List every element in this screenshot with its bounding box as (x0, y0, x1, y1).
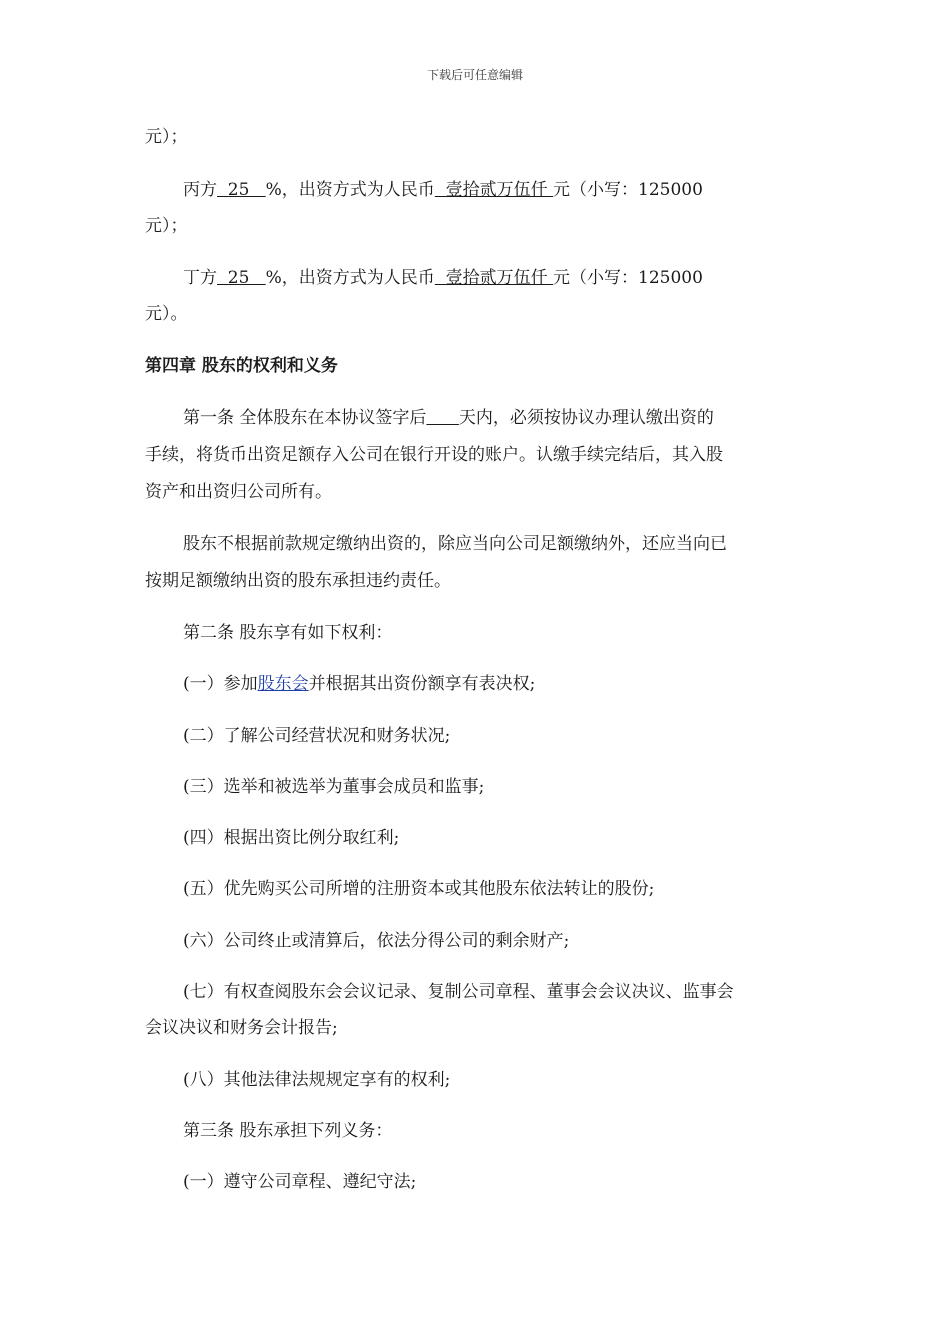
article-1-line-2: 手续，将货币出资足额存入公司在银行开设的账户。认缴手续完结后，其入股 (145, 445, 723, 465)
chapter-heading: 第四章 股东的权利和义务 (145, 356, 338, 376)
text: 天内，必须按协议办理认缴出资的 (458, 408, 714, 428)
text: %，出资方式为人民币 (265, 180, 435, 200)
list-item: (四）根据出资比例分取红利; (183, 828, 400, 848)
text: 并根据其出资份额享有表决权; (308, 674, 536, 694)
list-item: (七）有权查阅股东会会议记录、复制公司章程、董事会会议决议、监事会 (183, 982, 734, 1002)
paragraph-line: 按期足额缴纳出资的股东承担违约责任。 (145, 571, 451, 591)
article-2-title: 第二条 股东享有如下权利： (183, 623, 393, 643)
list-item: (五）优先购买公司所增的注册资本或其他股东依法转让的股份; (183, 879, 655, 899)
list-item: (一）遵守公司章程、遵纪守法; (183, 1172, 417, 1192)
party-c-line (183, 179, 703, 201)
days-blank (426, 408, 458, 428)
list-item: (六）公司终止或清算后，依法分得公司的剩余财产; (183, 931, 570, 951)
party-label: 丁方 (183, 268, 217, 288)
text: 元（小写：125000 (553, 180, 703, 200)
text-line: 元）； (145, 127, 188, 147)
text: (一）参加 (183, 674, 258, 694)
article-1-line-1 (183, 407, 714, 429)
article-3-title: 第三条 股东承担下列义务： (183, 1121, 393, 1141)
list-item-continued: 会议决议和财务会计报告; (145, 1018, 338, 1038)
list-item: (三）选举和被选举为董事会成员和监事; (183, 777, 485, 797)
shareholders-meeting-link[interactable]: 股东会 (257, 674, 309, 694)
percent-blank: 25 (217, 180, 266, 200)
list-item: (二）了解公司经营状况和财务状况; (183, 726, 451, 746)
party-d-line (183, 267, 703, 289)
text-line: 元）。 (145, 304, 188, 324)
list-item: (八）其他法律法规规定享有的权利; (183, 1070, 451, 1090)
page-header: 下载后可任意编辑 (426, 68, 523, 82)
text: %，出资方式为人民币 (265, 268, 435, 288)
paragraph-line: 股东不根据前款规定缴纳出资的，除应当向公司足额缴纳外，还应当向已 (183, 534, 727, 554)
amount-blank: 壹拾贰万伍仟 (434, 180, 554, 200)
article-1-line-3: 资产和出资归公司所有。 (145, 482, 332, 502)
party-label: 丙方 (183, 180, 217, 200)
text: 第一条 全体股东在本协议签字后 (183, 408, 427, 428)
text: 元（小写：125000 (553, 268, 703, 288)
text-line: 元）； (145, 216, 188, 236)
percent-blank: 25 (217, 268, 266, 288)
list-item (183, 673, 535, 695)
amount-blank: 壹拾贰万伍仟 (434, 268, 554, 288)
